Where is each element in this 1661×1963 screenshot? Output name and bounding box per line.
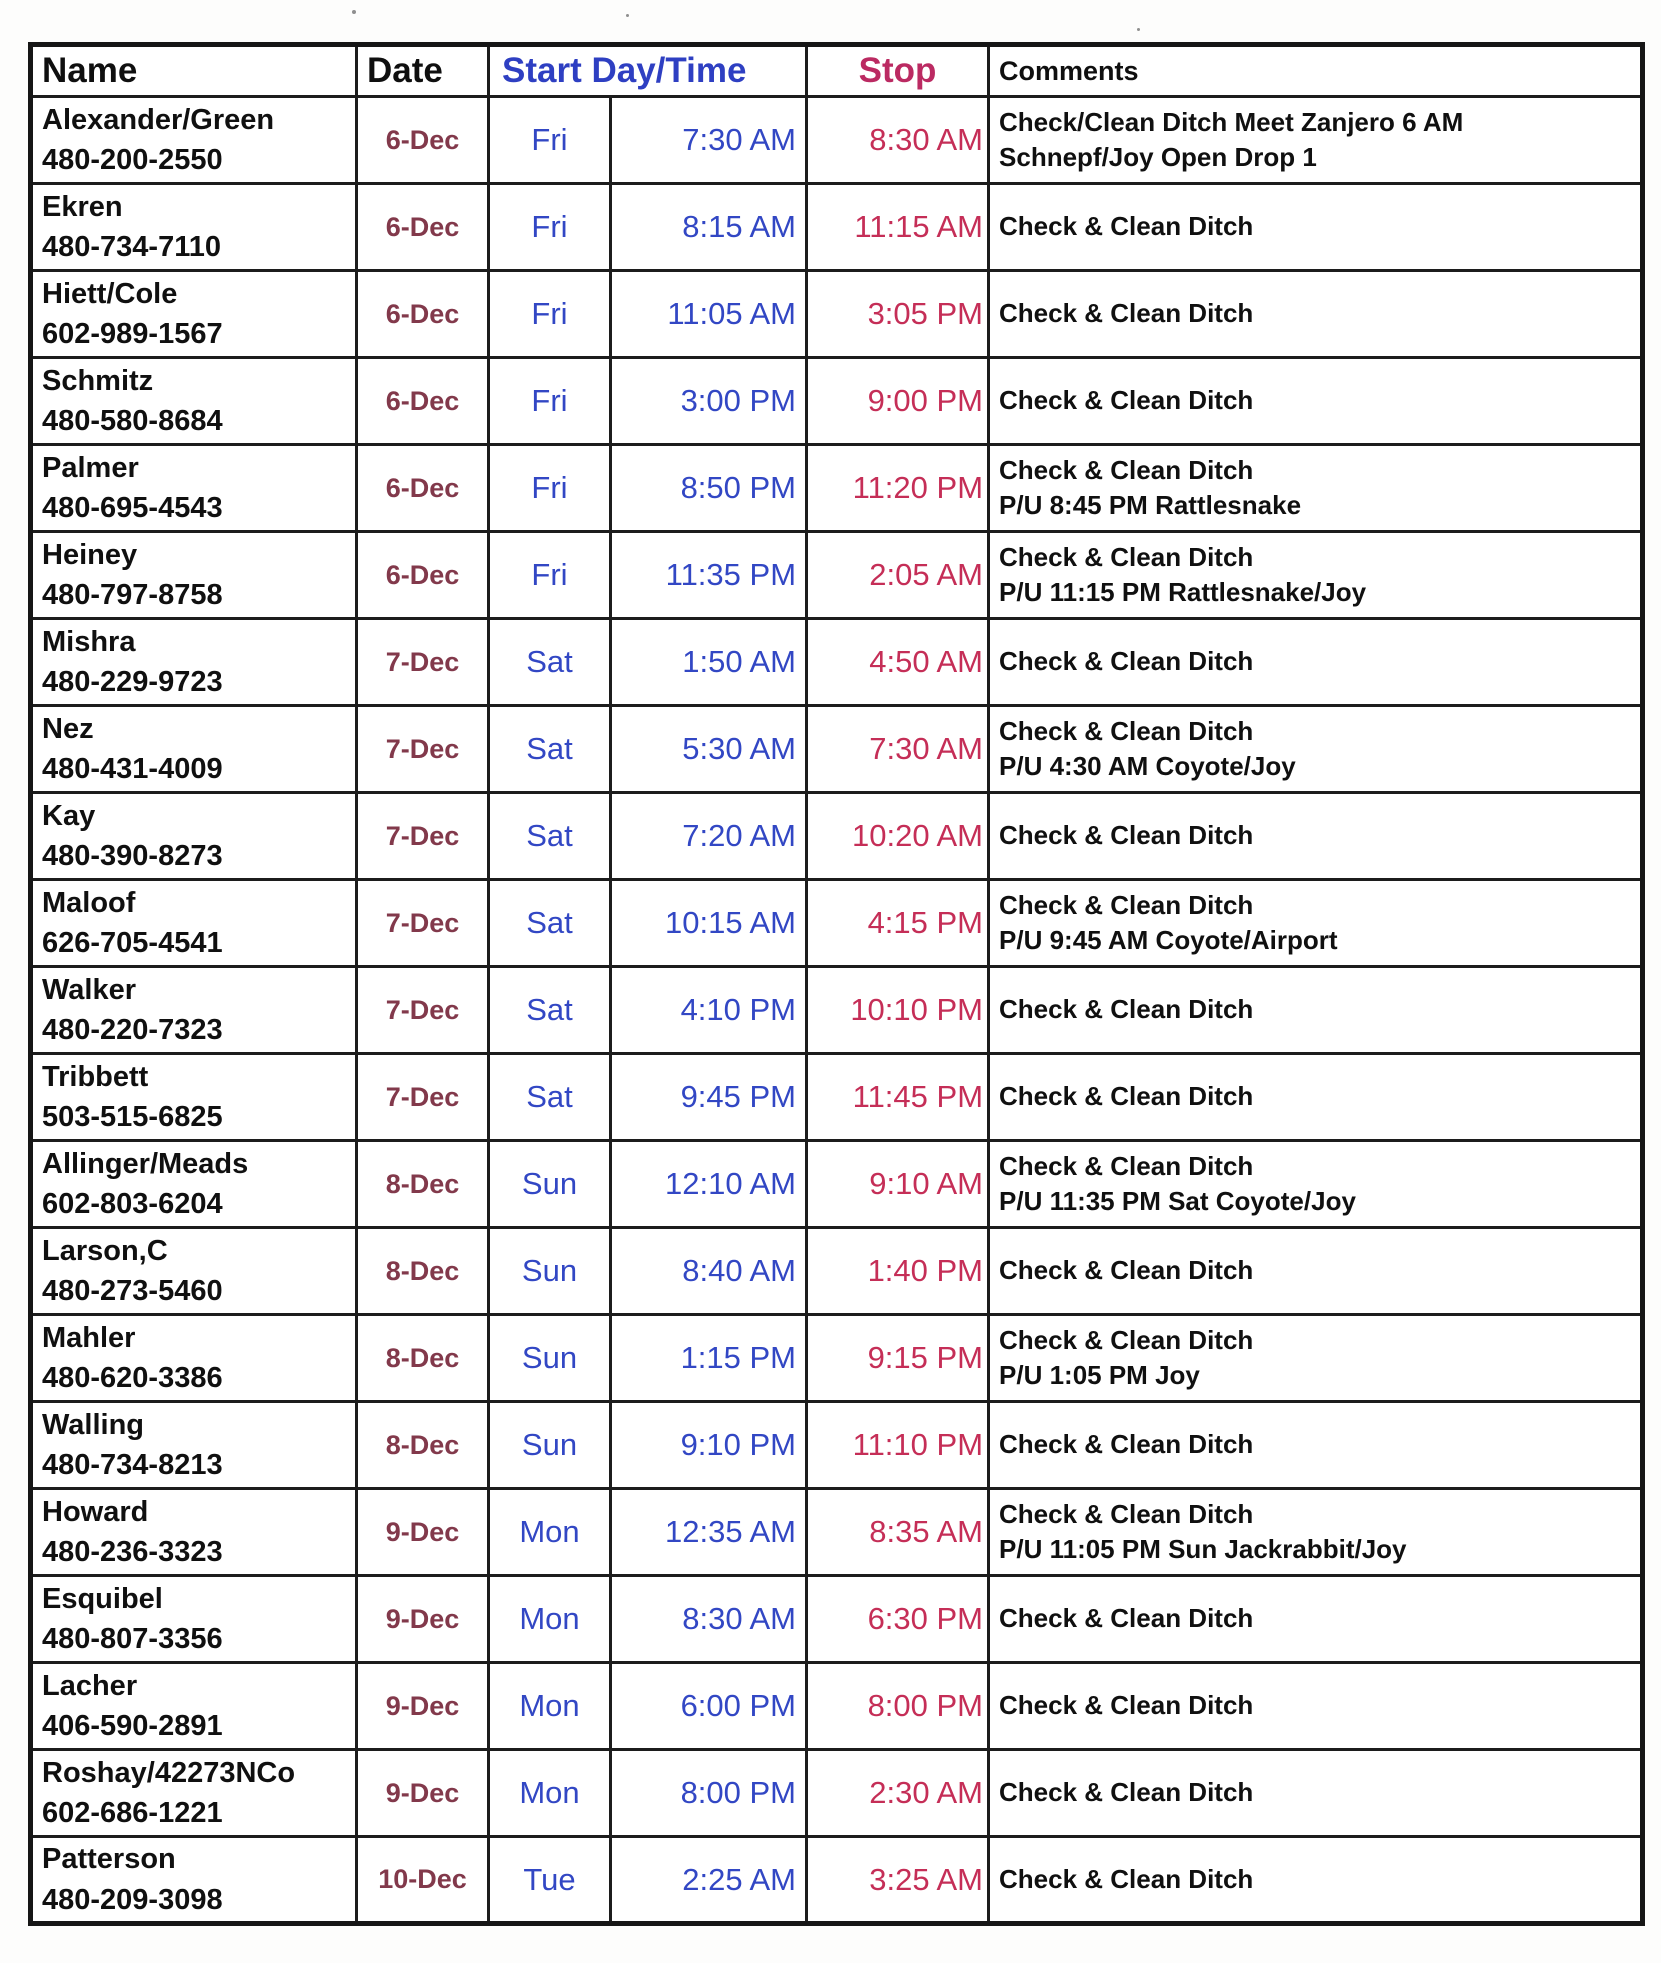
date-cell: 10-Dec [357, 1837, 489, 1924]
stop-time-cell: 8:00 PM [807, 1663, 989, 1750]
comment-line: Check & Clean Ditch [999, 1603, 1254, 1634]
name-cell [31, 271, 357, 358]
date-cell: 6-Dec [357, 532, 489, 619]
date-cell: 8-Dec [357, 1402, 489, 1489]
customer-phone: 480-620-3386 [42, 1362, 223, 1394]
comment-line: Check & Clean Ditch [999, 889, 1254, 920]
date-cell: 6-Dec [357, 271, 489, 358]
customer-name: Tribbett [42, 1060, 149, 1093]
name-cell [31, 184, 357, 271]
customer-name: Howard [42, 1495, 149, 1528]
comments-cell [989, 532, 1643, 619]
start-time-cell: 8:00 PM [611, 1750, 807, 1837]
start-time-cell: 12:10 AM [611, 1141, 807, 1228]
name-cell [31, 1402, 357, 1489]
start-day-cell: Sat [489, 1054, 611, 1141]
customer-phone: 406-590-2891 [42, 1710, 223, 1742]
header-date: Date [357, 45, 489, 97]
table-row [31, 532, 1643, 619]
stop-time-cell: 2:30 AM [807, 1750, 989, 1837]
comment-line: P/U 8:45 PM Rattlesnake [999, 490, 1302, 520]
table-row [31, 880, 1643, 967]
comments-cell [989, 793, 1643, 880]
date-cell: 9-Dec [357, 1750, 489, 1837]
comment-line: P/U 9:45 AM Coyote/Airport [999, 925, 1338, 955]
date-cell: 6-Dec [357, 358, 489, 445]
start-day-cell: Sat [489, 619, 611, 706]
customer-phone: 626-705-4541 [42, 927, 223, 959]
comment-line: P/U 11:15 PM Rattlesnake/Joy [999, 577, 1367, 607]
comments-cell [989, 1315, 1643, 1402]
customer-name: Hiett/Cole [42, 277, 178, 310]
customer-phone: 480-273-5460 [42, 1275, 223, 1307]
date-cell: 9-Dec [357, 1663, 489, 1750]
customer-phone: 480-229-9723 [42, 666, 223, 698]
comment-line: Check & Clean Ditch [999, 1255, 1254, 1286]
comment-line: Check & Clean Ditch [999, 298, 1254, 329]
comments-cell [989, 1054, 1643, 1141]
comment-line: P/U 11:35 PM Sat Coyote/Joy [999, 1186, 1356, 1216]
customer-phone: 480-236-3323 [42, 1536, 223, 1568]
comments-cell [989, 1837, 1643, 1924]
start-time-cell: 1:15 PM [611, 1315, 807, 1402]
customer-phone: 480-734-7110 [42, 231, 221, 263]
table-row [31, 1054, 1643, 1141]
customer-name: Esquibel [42, 1582, 163, 1615]
start-day-cell: Fri [489, 184, 611, 271]
comments-cell [989, 619, 1643, 706]
stop-time-cell: 7:30 AM [807, 706, 989, 793]
stop-time-cell: 4:15 PM [807, 880, 989, 967]
stop-time-cell: 10:10 PM [807, 967, 989, 1054]
customer-phone: 602-803-6204 [42, 1188, 223, 1220]
customer-phone: 480-807-3356 [42, 1623, 223, 1655]
date-cell: 6-Dec [357, 184, 489, 271]
start-day-cell: Mon [489, 1489, 611, 1576]
stop-time-cell: 9:15 PM [807, 1315, 989, 1402]
customer-name: Ekren [42, 190, 123, 223]
name-cell [31, 1576, 357, 1663]
table-row [31, 271, 1643, 358]
start-time-cell: 11:05 AM [611, 271, 807, 358]
start-time-cell: 2:25 AM [611, 1837, 807, 1924]
table-row [31, 967, 1643, 1054]
table-row [31, 1750, 1643, 1837]
stop-time-cell: 9:00 PM [807, 358, 989, 445]
scan-speckle [626, 14, 629, 17]
stop-time-cell: 1:40 PM [807, 1228, 989, 1315]
start-day-cell: Fri [489, 445, 611, 532]
header-stop: Stop [807, 45, 989, 97]
date-cell: 7-Dec [357, 706, 489, 793]
comments-cell [989, 1576, 1643, 1663]
start-day-cell: Sun [489, 1402, 611, 1489]
table-row [31, 1489, 1643, 1576]
name-cell [31, 532, 357, 619]
date-cell: 6-Dec [357, 445, 489, 532]
table-row [31, 619, 1643, 706]
comment-line: Check & Clean Ditch [999, 994, 1254, 1025]
name-cell [31, 97, 357, 184]
start-day-cell: Tue [489, 1837, 611, 1924]
comment-line: P/U 1:05 PM Joy [999, 1360, 1200, 1390]
comments-cell [989, 358, 1643, 445]
start-time-cell: 11:35 PM [611, 532, 807, 619]
comment-line: Check & Clean Ditch [999, 646, 1254, 677]
date-cell: 8-Dec [357, 1315, 489, 1402]
start-day-cell: Sun [489, 1315, 611, 1402]
start-day-cell: Mon [489, 1576, 611, 1663]
customer-phone: 480-695-4543 [42, 492, 223, 524]
comment-line: Check & Clean Ditch [999, 1777, 1254, 1808]
table-row [31, 793, 1643, 880]
comments-cell [989, 967, 1643, 1054]
date-cell: 7-Dec [357, 793, 489, 880]
customer-name: Roshay/42273NCo [42, 1756, 296, 1789]
comment-line: Check & Clean Ditch [999, 1150, 1254, 1181]
date-cell: 9-Dec [357, 1576, 489, 1663]
start-day-cell: Sat [489, 706, 611, 793]
table-row [31, 1228, 1643, 1315]
table-row [31, 1663, 1643, 1750]
customer-name: Kay [42, 799, 96, 832]
date-cell: 7-Dec [357, 967, 489, 1054]
customer-phone: 480-431-4009 [42, 753, 223, 785]
name-cell [31, 1663, 357, 1750]
stop-time-cell: 6:30 PM [807, 1576, 989, 1663]
start-time-cell: 6:00 PM [611, 1663, 807, 1750]
customer-phone: 480-390-8273 [42, 840, 223, 872]
comments-cell [989, 97, 1643, 184]
stop-time-cell: 11:45 PM [807, 1054, 989, 1141]
start-day-cell: Sat [489, 793, 611, 880]
customer-name: Walling [42, 1408, 145, 1441]
start-day-cell: Sun [489, 1228, 611, 1315]
customer-name: Larson,C [42, 1234, 168, 1267]
comment-line: P/U 11:05 PM Sun Jackrabbit/Joy [999, 1534, 1407, 1564]
customer-phone: 480-797-8758 [42, 579, 223, 611]
comment-line: Check & Clean Ditch [999, 715, 1254, 746]
start-time-cell: 10:15 AM [611, 880, 807, 967]
comment-line: Check & Clean Ditch [999, 1690, 1254, 1721]
date-cell: 9-Dec [357, 1489, 489, 1576]
start-day-cell: Fri [489, 97, 611, 184]
name-cell [31, 1141, 357, 1228]
comment-line: P/U 4:30 AM Coyote/Joy [999, 751, 1296, 781]
name-cell [31, 1228, 357, 1315]
customer-name: Mahler [42, 1321, 136, 1354]
table-row [31, 1402, 1643, 1489]
customer-name: Maloof [42, 886, 136, 919]
date-cell: 7-Dec [357, 619, 489, 706]
start-time-cell: 5:30 AM [611, 706, 807, 793]
name-cell [31, 619, 357, 706]
comments-cell [989, 445, 1643, 532]
header-row [31, 45, 1643, 97]
name-cell [31, 1489, 357, 1576]
header-start-day-time: Start Day/Time [489, 45, 807, 97]
start-time-cell: 8:15 AM [611, 184, 807, 271]
table-row [31, 1576, 1643, 1663]
table-row [31, 1315, 1643, 1402]
customer-phone: 602-686-1221 [42, 1797, 223, 1829]
table-row [31, 445, 1643, 532]
comment-line: Check & Clean Ditch [999, 820, 1254, 851]
start-time-cell: 4:10 PM [611, 967, 807, 1054]
start-day-cell: Fri [489, 271, 611, 358]
customer-name: Palmer [42, 451, 139, 484]
comments-cell [989, 271, 1643, 358]
date-cell: 7-Dec [357, 880, 489, 967]
comment-line: Check & Clean Ditch [999, 1498, 1254, 1529]
scan-speckle [352, 10, 356, 14]
customer-name: Patterson [42, 1843, 176, 1876]
start-day-cell: Mon [489, 1750, 611, 1837]
date-cell: 7-Dec [357, 1054, 489, 1141]
stop-time-cell: 11:15 AM [807, 184, 989, 271]
comments-cell [989, 1750, 1643, 1837]
name-cell [31, 445, 357, 532]
name-cell [31, 1054, 357, 1141]
comment-line: Check & Clean Ditch [999, 1324, 1254, 1355]
start-time-cell: 8:30 AM [611, 1576, 807, 1663]
start-day-cell: Fri [489, 358, 611, 445]
name-cell [31, 706, 357, 793]
comment-line: Check & Clean Ditch [999, 1863, 1254, 1894]
comments-cell [989, 1663, 1643, 1750]
name-cell [31, 1315, 357, 1402]
stop-time-cell: 3:05 PM [807, 271, 989, 358]
date-cell: 8-Dec [357, 1228, 489, 1315]
header-name: Name [31, 45, 357, 97]
start-day-cell: Fri [489, 532, 611, 619]
start-time-cell: 9:45 PM [611, 1054, 807, 1141]
table-row [31, 184, 1643, 271]
comments-cell [989, 184, 1643, 271]
stop-time-cell: 9:10 AM [807, 1141, 989, 1228]
name-cell [31, 358, 357, 445]
start-time-cell: 7:20 AM [611, 793, 807, 880]
date-cell: 6-Dec [357, 97, 489, 184]
start-day-cell: Mon [489, 1663, 611, 1750]
comment-line: Check & Clean Ditch [999, 211, 1254, 242]
start-time-cell: 12:35 AM [611, 1489, 807, 1576]
start-time-cell: 8:50 PM [611, 445, 807, 532]
customer-name: Allinger/Meads [42, 1147, 249, 1180]
stop-time-cell: 10:20 AM [807, 793, 989, 880]
comment-line: Schnepf/Joy Open Drop 1 [999, 142, 1317, 172]
customer-phone: 503-515-6825 [42, 1101, 223, 1133]
stop-time-cell: 3:25 AM [807, 1837, 989, 1924]
name-cell [31, 880, 357, 967]
comment-line: Check/Clean Ditch Meet Zanjero 6 AM [999, 106, 1464, 137]
name-cell [31, 1837, 357, 1924]
customer-name: Mishra [42, 625, 136, 658]
comments-cell [989, 1489, 1643, 1576]
customer-phone: 480-580-8684 [42, 405, 223, 437]
date-cell: 8-Dec [357, 1141, 489, 1228]
table-row [31, 97, 1643, 184]
stop-time-cell: 11:10 PM [807, 1402, 989, 1489]
scan-speckle [1137, 28, 1140, 31]
comment-line: Check & Clean Ditch [999, 541, 1254, 572]
schedule-table-body [31, 97, 1643, 1924]
stop-time-cell: 8:35 AM [807, 1489, 989, 1576]
start-day-cell: Sat [489, 967, 611, 1054]
comment-line: Check & Clean Ditch [999, 1429, 1254, 1460]
stop-time-cell: 2:05 AM [807, 532, 989, 619]
table-row [31, 1837, 1643, 1924]
schedule-table [28, 42, 1645, 1926]
comments-cell [989, 1228, 1643, 1315]
start-day-cell: Sun [489, 1141, 611, 1228]
start-time-cell: 1:50 AM [611, 619, 807, 706]
start-time-cell: 7:30 AM [611, 97, 807, 184]
table-row [31, 706, 1643, 793]
stop-time-cell: 11:20 PM [807, 445, 989, 532]
comment-line: Check & Clean Ditch [999, 454, 1254, 485]
name-cell [31, 1750, 357, 1837]
customer-phone: 480-734-8213 [42, 1449, 223, 1481]
customer-name: Schmitz [42, 364, 154, 397]
stop-time-cell: 4:50 AM [807, 619, 989, 706]
customer-name: Nez [42, 712, 94, 745]
customer-name: Heiney [42, 538, 138, 571]
start-time-cell: 9:10 PM [611, 1402, 807, 1489]
name-cell [31, 793, 357, 880]
customer-name: Walker [42, 973, 137, 1006]
start-time-cell: 3:00 PM [611, 358, 807, 445]
comments-cell [989, 1402, 1643, 1489]
header-comments: Comments [989, 45, 1643, 97]
stop-time-cell: 8:30 AM [807, 97, 989, 184]
customer-phone: 602-989-1567 [42, 318, 223, 350]
start-time-cell: 8:40 AM [611, 1228, 807, 1315]
customer-name: Alexander/Green [42, 103, 275, 136]
comments-cell [989, 880, 1643, 967]
comments-cell [989, 1141, 1643, 1228]
table-row [31, 358, 1643, 445]
start-day-cell: Sat [489, 880, 611, 967]
comment-line: Check & Clean Ditch [999, 385, 1254, 416]
comments-cell [989, 706, 1643, 793]
customer-phone: 480-200-2550 [42, 144, 223, 176]
name-cell [31, 967, 357, 1054]
comment-line: Check & Clean Ditch [999, 1081, 1254, 1112]
customer-name: Lacher [42, 1669, 138, 1702]
customer-phone: 480-209-3098 [42, 1883, 223, 1916]
customer-phone: 480-220-7323 [42, 1014, 223, 1046]
table-row [31, 1141, 1643, 1228]
